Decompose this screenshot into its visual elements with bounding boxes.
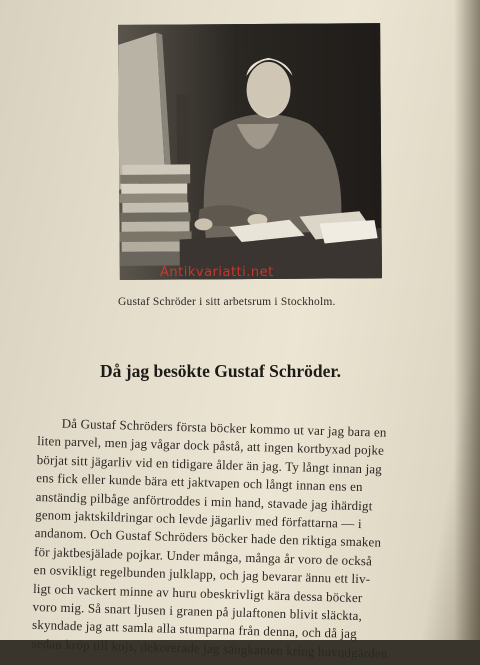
photo-caption: Gustaf Schröder i sitt arbetsrum i Stockholm. <box>118 296 336 308</box>
body-line: liten parvel, men jag vågar dock påstå, att ingen kortbyxad pojke <box>37 433 385 459</box>
portrait-illustration <box>118 23 382 280</box>
body-line: en osvikligt regelbunden julklapp, och jag bevarar ännu ett liv- <box>33 562 371 587</box>
portrait-photo <box>118 23 382 280</box>
chapter-heading: Då jag besökte Gustaf Schröder. <box>100 361 341 381</box>
body-text <box>31 414 478 665</box>
body-line: andanom. Och Gustaf Schröders böcker hade den riktiga smaken <box>34 525 382 551</box>
body-line: ligt och vackert minne av huru obeskrivligt kära dessa böcker <box>32 580 363 605</box>
body-line: ens fick eller kunde bära ett jaktvapen och långt innan ens en <box>36 470 363 495</box>
body-line: för jaktbesjälade pojkar. Under många, många år voro de också <box>33 543 373 569</box>
body-line: börjat sitt jägarliv vid en tidigare ålder än jag. Ty långt innan jag <box>36 451 383 477</box>
body-line: voro mig. Så snart ljusen i granen på julaftonen blivit släckta, <box>32 598 363 624</box>
watermark-text: Antikvariatti.net <box>160 265 274 280</box>
body-line: skyndade jag att samla alla stumparna från denna, och då jag <box>31 617 358 642</box>
body-line: sedan kröp till kojs, dekorerade jag sängkanten kring huvudgärden <box>31 635 388 661</box>
body-line: anständig pilbåge anförtroddes i min hand, stavade jag ihärdigt <box>35 488 373 513</box>
body-line: genom jaktskildringar och levde jägarliv med författarna — i <box>34 506 362 532</box>
body-line: Då Gustaf Schröders första böcker kommo ut var jag bara en <box>61 415 387 440</box>
